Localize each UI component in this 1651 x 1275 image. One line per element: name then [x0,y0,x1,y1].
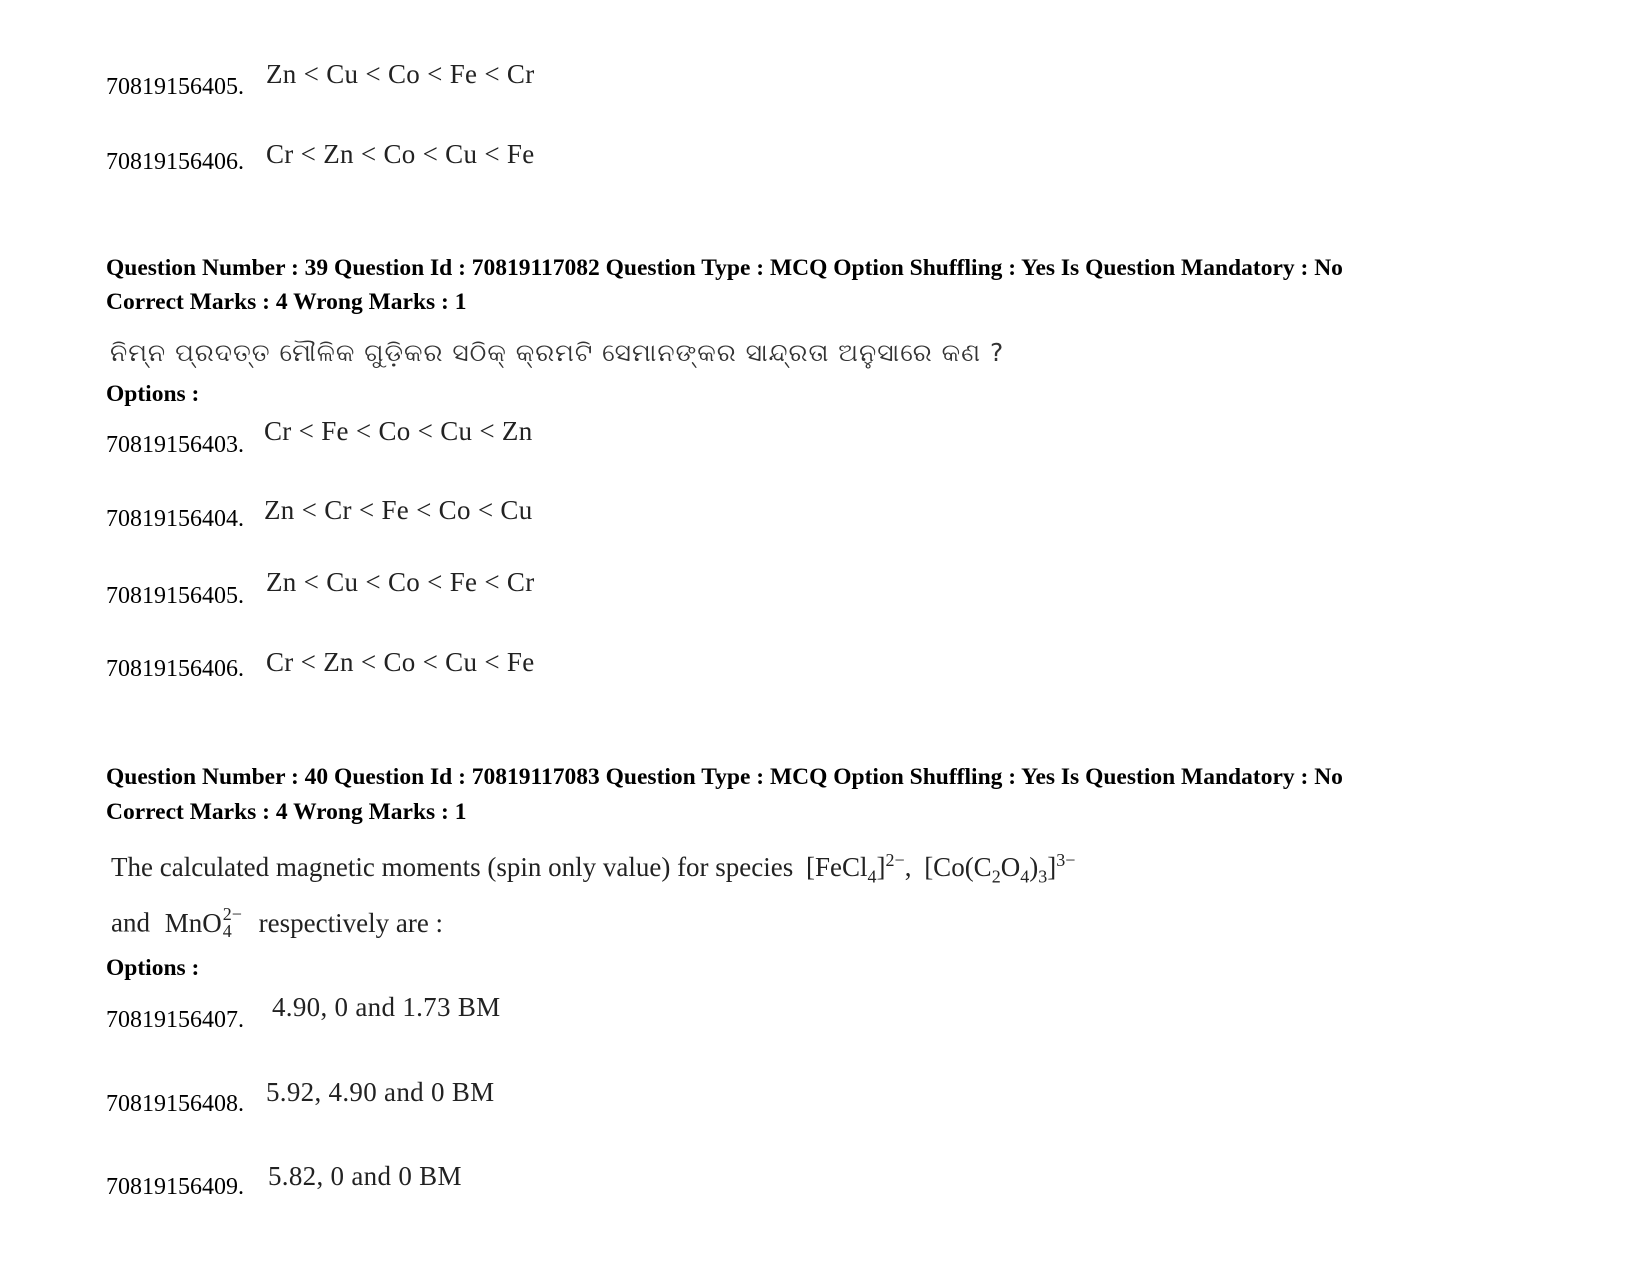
option-text: Zn < Cu < Co < Fe < Cr [266,59,535,89]
formula-sub: 2 [991,866,1001,887]
formula-part: ] [876,852,886,882]
option-text: Zn < Cu < Co < Fe < Cr [266,567,535,597]
options-label: Options : [106,381,200,407]
option-text: 5.82, 0 and 0 BM [268,1161,462,1191]
question-marks: Correct Marks : 4 Wrong Marks : 1 [106,289,467,315]
species-co-oxalate [924,850,1076,887]
question-text-line-2 [111,906,443,940]
option-id: 70819156404. [106,506,244,532]
conjunction: and [111,907,150,938]
option-text: 5.92, 4.90 and 0 BM [266,1077,495,1107]
formula-stack [223,906,242,940]
question-text: respectively are : [258,907,444,938]
formula-part: MnO [164,907,222,938]
option-id: 70819156405. [106,74,244,100]
option-id: 70819156405. [106,583,244,609]
option-text: Zn < Cr < Fe < Co < Cu [264,495,533,525]
species-fecl4 [806,850,918,887]
option-text: Cr < Zn < Co < Cu < Fe [266,139,535,169]
formula-part: ) [1029,852,1039,882]
species-mno4 [165,906,242,940]
option-text: Cr < Fe < Co < Cu < Zn [264,416,533,446]
options-label: Options : [106,955,200,981]
option-id: 70819156406. [106,149,244,175]
formula-sup: 2− [222,904,242,924]
option-id: 70819156409. [106,1174,244,1200]
question-text: ନିମ୍ନ ପ୍ରଦତ୍ତ ମୌଳିକ ଗୁଡ଼ିକର ସଠିକ୍ କ୍ରମଟି ସେମାନଙ୍କର ସାନ୍ଦ୍ରତା ଅନୁସାରେ କଣ ? [110,338,1005,367]
option-id: 70819156407. [106,1007,244,1033]
question-marks: Correct Marks : 4 Wrong Marks : 1 [106,799,467,825]
question-text: The calculated magnetic moments (spin only value) for species [111,852,794,882]
formula-sub: 4 [867,866,877,887]
option-id: 70819156406. [106,656,244,682]
formula-part: [Co(C [924,852,992,882]
question-header: Question Number : 39 Question Id : 70819117082 Question Type : MCQ Option Shuffling : Yes Is Question Mandatory : No [106,255,1343,281]
formula-sub: 4 [1020,866,1030,887]
formula-part: O [1000,852,1021,882]
option-text: 4.90, 0 and 1.73 BM [272,992,501,1022]
option-id: 70819156408. [106,1091,244,1117]
formula-sub: 3 [1038,866,1048,887]
question-text-line-1 [111,850,1075,887]
formula-sub: 4 [222,921,232,941]
question-header: Question Number : 40 Question Id : 70819117083 Question Type : MCQ Option Shuffling : Yes Is Question Mandatory : No [106,764,1343,790]
formula-sup: 2− [885,850,905,870]
option-id: 70819156403. [106,432,244,458]
formula-sup: 3− [1056,850,1076,870]
separator: , [904,852,912,882]
formula-part: ] [1047,852,1057,882]
formula-part: [FeCl [806,852,868,882]
option-text: Cr < Zn < Co < Cu < Fe [266,647,535,677]
